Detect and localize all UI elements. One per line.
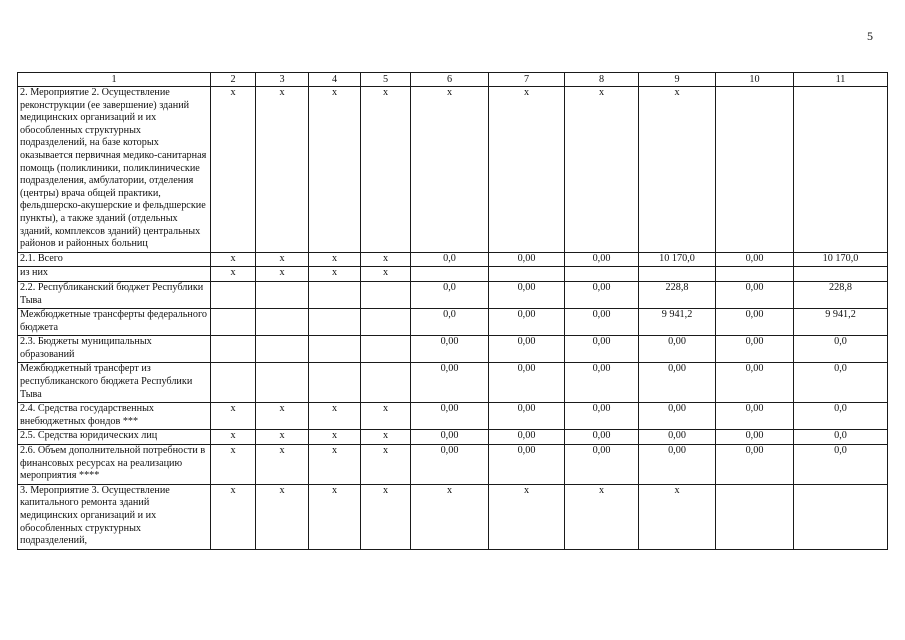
table-cell: 0,00 bbox=[565, 336, 639, 363]
table-cell bbox=[256, 309, 309, 336]
table-cell: 0,00 bbox=[639, 336, 716, 363]
table-cell bbox=[256, 281, 309, 308]
column-header: 2 bbox=[211, 73, 256, 87]
column-header: 7 bbox=[489, 73, 565, 87]
table-cell bbox=[309, 363, 361, 403]
table-row bbox=[18, 445, 888, 485]
table-cell bbox=[794, 484, 888, 549]
table-cell bbox=[794, 87, 888, 253]
column-header: 6 bbox=[411, 73, 489, 87]
table-cell: 0,00 bbox=[565, 309, 639, 336]
table-cell bbox=[716, 87, 794, 253]
table-cell: 0,00 bbox=[411, 363, 489, 403]
table-cell bbox=[309, 309, 361, 336]
table-cell: 0,00 bbox=[716, 281, 794, 308]
table-cell: х bbox=[489, 87, 565, 253]
row-label: Межбюджетный трансферт из республиканского бюджета Республики Тыва bbox=[18, 363, 211, 403]
table-cell: 0,00 bbox=[716, 336, 794, 363]
table-cell: х bbox=[256, 252, 309, 267]
column-header: 9 bbox=[639, 73, 716, 87]
table-cell: 9 941,2 bbox=[794, 309, 888, 336]
table-cell: х bbox=[256, 484, 309, 549]
table-cell bbox=[489, 267, 565, 282]
table-cell: х bbox=[411, 87, 489, 253]
table-cell bbox=[361, 281, 411, 308]
table-row bbox=[18, 87, 888, 253]
table-cell bbox=[639, 267, 716, 282]
financing-table bbox=[17, 72, 888, 550]
table-cell: х bbox=[361, 484, 411, 549]
table-cell: 0,0 bbox=[794, 336, 888, 363]
row-label: 3. Мероприятие 3. Осуществление капитального ремонта зданий медицинских организаций и их обособленных структурных подразделений, bbox=[18, 484, 211, 549]
table-cell: х bbox=[211, 430, 256, 445]
table-cell: х bbox=[309, 87, 361, 253]
row-label: 2. Мероприятие 2. Осуществление реконструкции (ее завершение) зданий медицинских организаций и их обособленных структурных подразделений, на базе которых оказывается первичная медико-санитарная помощь (поликлиники, поликлинические подразделения, амбулатории, отделения (центры) врача общей практики, фельдшерско-акушерские и фельдшерские пункты), а также зданий (отдельных зданий, комплексов зданий) центральных районов и районных больниц bbox=[18, 87, 211, 253]
table-cell: х bbox=[309, 403, 361, 430]
table-cell: 0,00 bbox=[489, 363, 565, 403]
table-cell bbox=[211, 363, 256, 403]
table-cell: 0,0 bbox=[794, 430, 888, 445]
row-label: из них bbox=[18, 267, 211, 282]
table-cell: 0,00 bbox=[411, 430, 489, 445]
table-cell bbox=[256, 336, 309, 363]
table-cell bbox=[211, 281, 256, 308]
table-cell: х bbox=[361, 267, 411, 282]
table-cell: х bbox=[211, 267, 256, 282]
table-cell: х bbox=[639, 87, 716, 253]
table-cell: х bbox=[309, 430, 361, 445]
table-cell: 0,00 bbox=[411, 403, 489, 430]
table-cell bbox=[794, 267, 888, 282]
table-cell: х bbox=[309, 252, 361, 267]
table-cell bbox=[256, 363, 309, 403]
table-row bbox=[18, 484, 888, 549]
table-cell: 0,00 bbox=[489, 430, 565, 445]
table-cell: х bbox=[256, 430, 309, 445]
table-cell: х bbox=[309, 267, 361, 282]
table-cell bbox=[309, 336, 361, 363]
table-row bbox=[18, 336, 888, 363]
table-cell: 0,00 bbox=[565, 403, 639, 430]
table-cell: 0,00 bbox=[716, 445, 794, 485]
table-cell: 0,00 bbox=[565, 363, 639, 403]
table-cell: х bbox=[256, 445, 309, 485]
table-cell: 0,00 bbox=[639, 403, 716, 430]
table-cell bbox=[716, 267, 794, 282]
table-cell: х bbox=[489, 484, 565, 549]
table-cell bbox=[565, 267, 639, 282]
table-cell: 0,00 bbox=[565, 252, 639, 267]
table-cell: х bbox=[565, 87, 639, 253]
table-cell bbox=[411, 267, 489, 282]
table-row bbox=[18, 309, 888, 336]
table-cell: 0,0 bbox=[411, 309, 489, 336]
table-cell: 0,00 bbox=[489, 281, 565, 308]
column-header: 11 bbox=[794, 73, 888, 87]
table-cell: х bbox=[565, 484, 639, 549]
table-cell: х bbox=[411, 484, 489, 549]
table-cell: 9 941,2 bbox=[639, 309, 716, 336]
table-cell: 228,8 bbox=[794, 281, 888, 308]
column-header: 3 bbox=[256, 73, 309, 87]
table-cell: 0,00 bbox=[565, 430, 639, 445]
table-cell: 0,00 bbox=[639, 363, 716, 403]
table-cell: х bbox=[211, 87, 256, 253]
row-label: 2.2. Республиканский бюджет Республики Тыва bbox=[18, 281, 211, 308]
table-cell: х bbox=[211, 252, 256, 267]
table-cell: 0,00 bbox=[489, 445, 565, 485]
column-header: 10 bbox=[716, 73, 794, 87]
row-label: 2.3. Бюджеты муниципальных образований bbox=[18, 336, 211, 363]
table-cell: 0,00 bbox=[639, 445, 716, 485]
table-cell: 0,00 bbox=[716, 363, 794, 403]
table-cell: 0,00 bbox=[716, 252, 794, 267]
table-cell: 0,0 bbox=[794, 363, 888, 403]
table-row bbox=[18, 267, 888, 282]
table-cell: 0,00 bbox=[565, 281, 639, 308]
table-cell: 228,8 bbox=[639, 281, 716, 308]
table-cell: х bbox=[361, 445, 411, 485]
page-number: 5 bbox=[867, 29, 873, 43]
column-header: 5 bbox=[361, 73, 411, 87]
table-cell: х bbox=[639, 484, 716, 549]
table-cell: х bbox=[211, 445, 256, 485]
table-cell bbox=[716, 484, 794, 549]
table-cell: 0,00 bbox=[489, 336, 565, 363]
table-cell: 0,00 bbox=[716, 309, 794, 336]
table-cell: 0,00 bbox=[716, 403, 794, 430]
table-row bbox=[18, 281, 888, 308]
table-cell: 0,00 bbox=[411, 336, 489, 363]
table-cell: х bbox=[211, 484, 256, 549]
table-cell: 0,0 bbox=[794, 445, 888, 485]
table-cell: х bbox=[256, 87, 309, 253]
table-cell bbox=[211, 336, 256, 363]
table-cell: 0,00 bbox=[716, 430, 794, 445]
column-number-row bbox=[18, 73, 888, 87]
column-header: 8 bbox=[565, 73, 639, 87]
table-cell: 0,0 bbox=[794, 403, 888, 430]
row-label: 2.1. Всего bbox=[18, 252, 211, 267]
table-cell bbox=[211, 309, 256, 336]
row-label: Межбюджетные трансферты федерального бюджета bbox=[18, 309, 211, 336]
table-cell: 0,00 bbox=[565, 445, 639, 485]
table-cell: 0,0 bbox=[411, 281, 489, 308]
column-header: 4 bbox=[309, 73, 361, 87]
table-cell bbox=[361, 363, 411, 403]
table-cell: х bbox=[361, 430, 411, 445]
table-cell: х bbox=[309, 484, 361, 549]
table-row bbox=[18, 363, 888, 403]
table-cell: х bbox=[309, 445, 361, 485]
table-row bbox=[18, 403, 888, 430]
table-cell: 0,00 bbox=[411, 445, 489, 485]
table-cell: 0,00 bbox=[489, 309, 565, 336]
table-cell bbox=[309, 281, 361, 308]
table-cell: х bbox=[256, 403, 309, 430]
column-header: 1 bbox=[18, 73, 211, 87]
table-cell: 0,00 bbox=[489, 252, 565, 267]
table-cell: х bbox=[211, 403, 256, 430]
table-cell: х bbox=[361, 87, 411, 253]
table-cell: 10 170,0 bbox=[639, 252, 716, 267]
table-cell: 0,00 bbox=[639, 430, 716, 445]
table-cell: х bbox=[361, 403, 411, 430]
table-row bbox=[18, 430, 888, 445]
table-cell: 0,00 bbox=[489, 403, 565, 430]
table-cell bbox=[361, 309, 411, 336]
table-cell: х bbox=[361, 252, 411, 267]
table-cell bbox=[361, 336, 411, 363]
table-cell: 10 170,0 bbox=[794, 252, 888, 267]
row-label: 2.5. Средства юридических лиц bbox=[18, 430, 211, 445]
table-row bbox=[18, 252, 888, 267]
table-cell: х bbox=[256, 267, 309, 282]
row-label: 2.6. Объем дополнительной потребности в финансовых ресурсах на реализацию мероприятия **** bbox=[18, 445, 211, 485]
row-label: 2.4. Средства государственных внебюджетных фондов *** bbox=[18, 403, 211, 430]
table-cell: 0,0 bbox=[411, 252, 489, 267]
